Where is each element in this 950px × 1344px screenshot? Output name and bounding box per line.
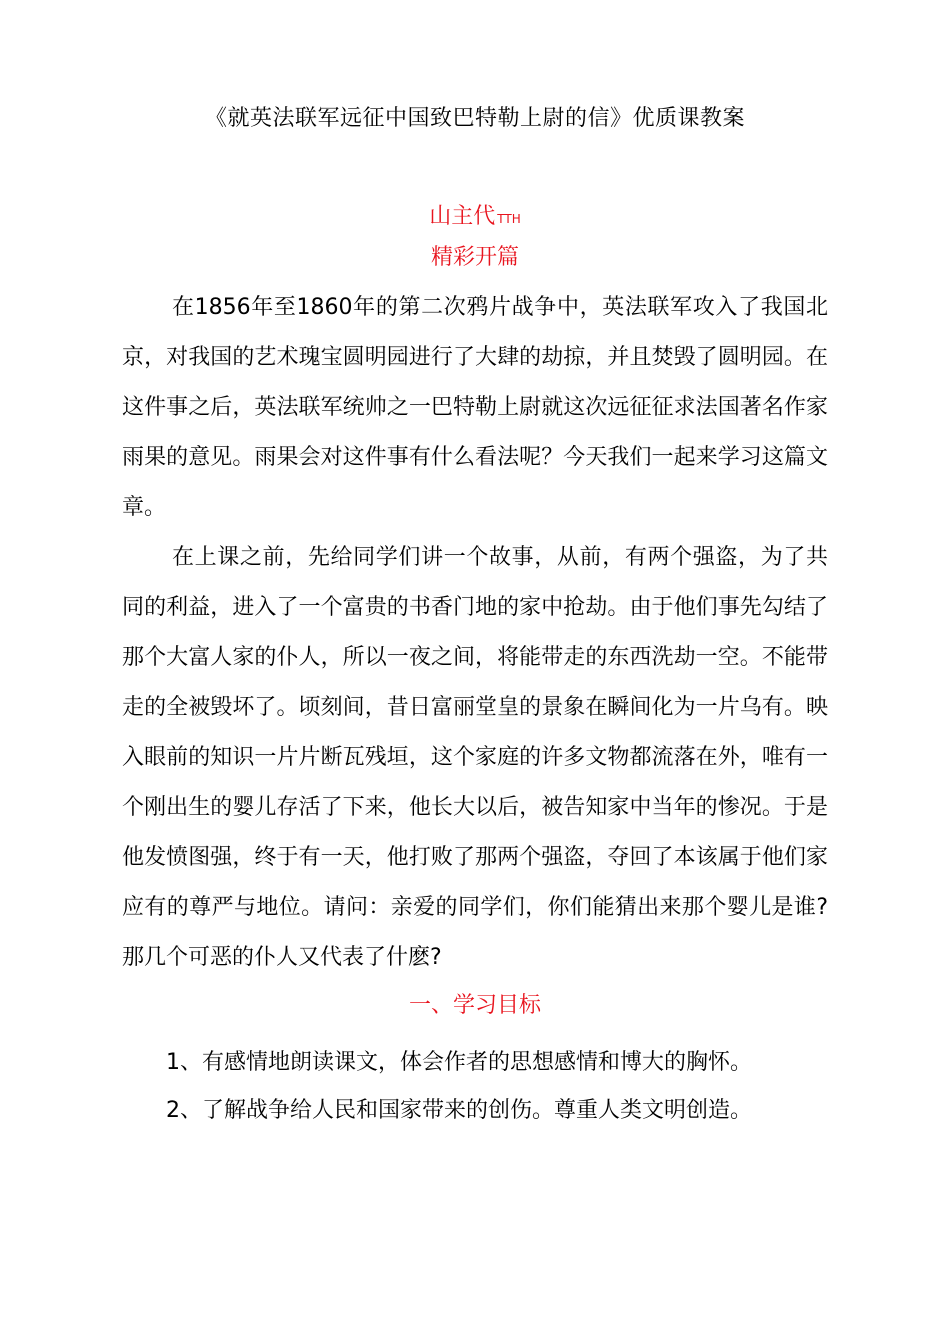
intro-paragraph: 在1856年至1860年的第二次鸦片战争中，英法联军攻入了我国北京，对我国的艺术瑰宝圆明园进行了大肆的劫掠，并且焚毁了圆明园。在这件事之后，英法联军统帅之一巴特勒上尉就这次远征征求法国著名作家雨果的意见。雨果会对这件事有什么看法呢？今天我们一起来学习这篇文章。 xyxy=(122,295,828,520)
learning-goals-heading: 一、学习目标 xyxy=(408,993,541,1018)
subtitle-main: 山主代 xyxy=(429,204,496,229)
story-paragraph: 在上课之前，先给同学们讲一个故事，从前，有两个强盗，为了共同的利益，进入了一个富贵的书香门地的家中抢劫。由于他们事先勾结了那个大富人家的仆人，所以一夜之间，将能带走的东西洗劫一空。不能带走的全被毁坏了。顷刻间，昔日富丽堂皇的景象在瞬间化为一片乌有。映入眼前的知识一片片断瓦残垣，这个家庭的许多文物都流落在外，唯有一个刚出生的婴儿存活了下来，他长大以后，被告知家中当年的惨况。于是他发愤图强，终于有一天，他打败了那两个强盗，夺回了本该属于他们家应有的尊严与地位。请问：亲爱的同学们，你们能猜出来那个婴儿是谁?那几个可恶的仆人又代表了什麽? xyxy=(122,545,828,970)
document-title: 《就英法联军远征中国致巴特勒上尉的信》优质课教案 xyxy=(204,106,745,131)
opening-heading: 精彩开篇 xyxy=(430,245,519,270)
subtitle xyxy=(0,202,950,234)
objective-item: 2、了解战争给人民和国家带来的创伤。尊重人类文明创造。 xyxy=(166,1098,752,1123)
subtitle-small: TTH xyxy=(497,212,521,226)
objective-item: 1、有感情地朗读课文，体会作者的思想感情和博大的胸怀。 xyxy=(166,1050,752,1075)
